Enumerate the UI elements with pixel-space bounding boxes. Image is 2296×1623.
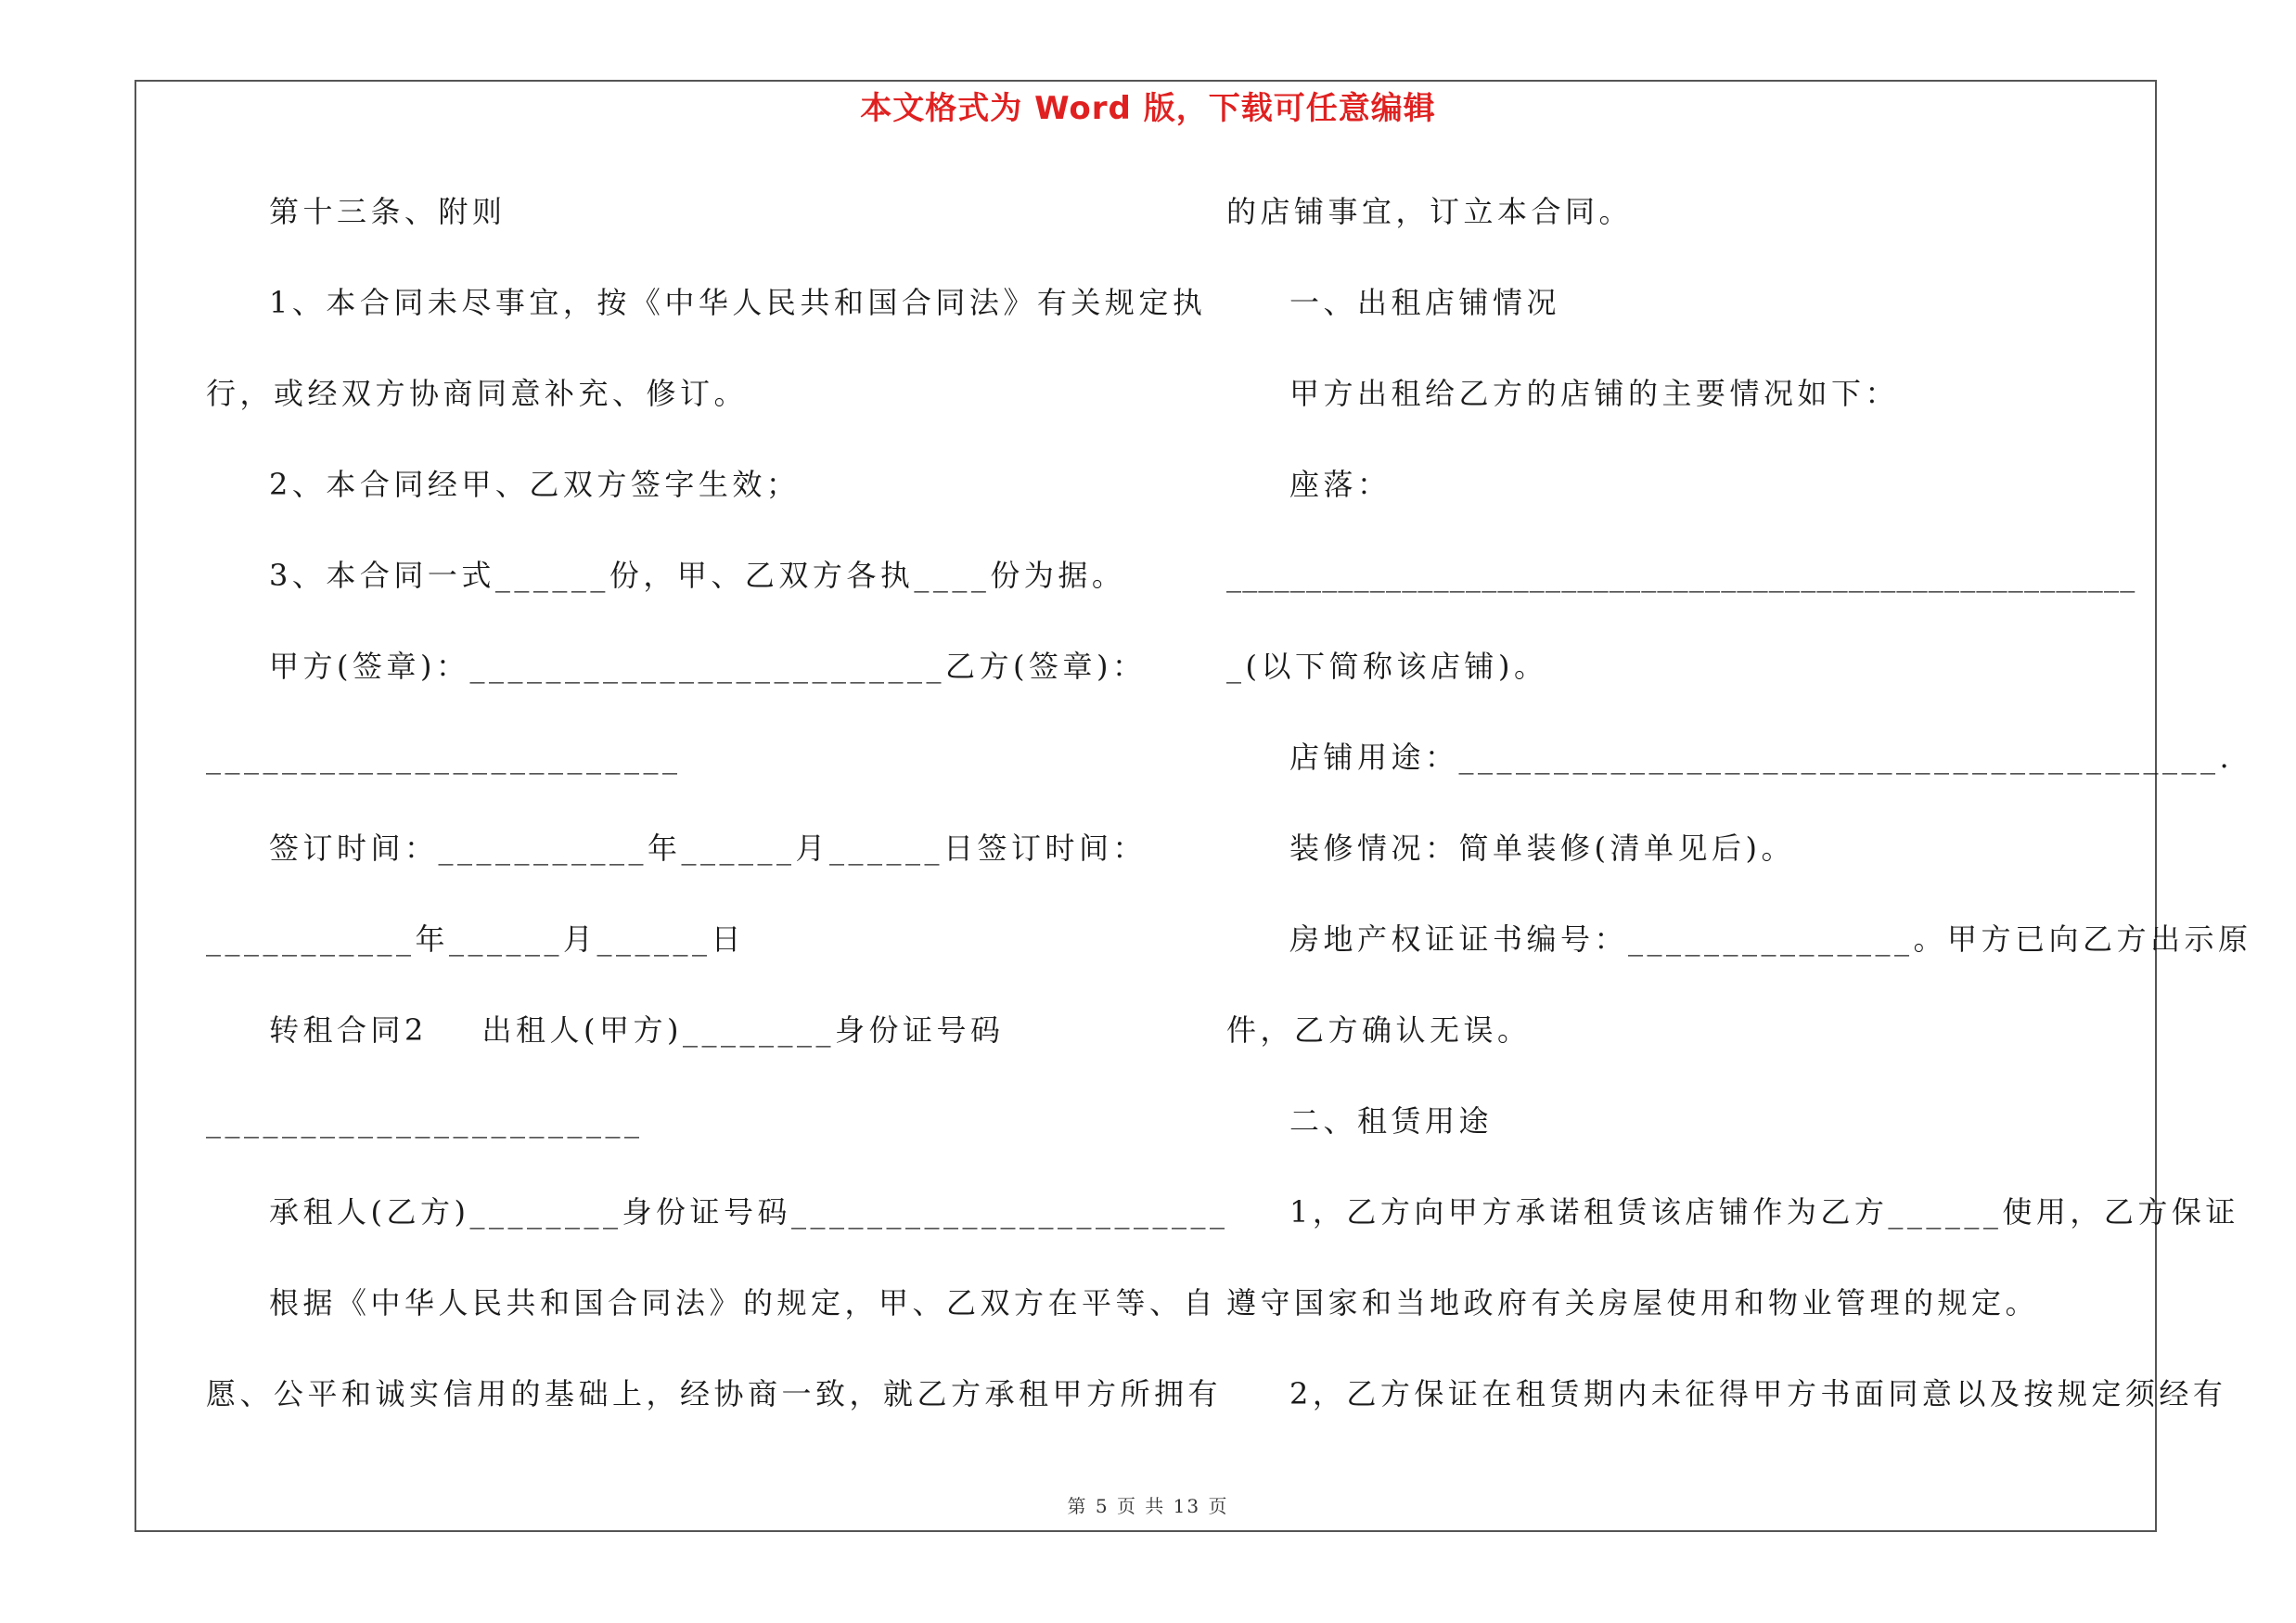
shop-alias: _(以下简称该店铺)。: [1226, 649, 1548, 684]
clause-3: 3、本合同一式______份，甲、乙双方各执____份为据。: [269, 558, 1126, 593]
shop-usage: 店铺用途：________________________________________.: [1289, 740, 2234, 775]
signing-date-line-2: ___________年______月______日: [206, 921, 746, 957]
usage-clause-1-line-2: 遵守国家和当地政府有关房屋使用和物业管理的规定。: [1226, 1285, 2040, 1320]
section-2-heading: 二、租赁用途: [1289, 1103, 1494, 1139]
signing-date-line-1: 签订时间：___________年______月______日签订时间：: [269, 831, 1148, 866]
section-1-heading: 一、出租店铺情况: [1289, 285, 1561, 320]
location-blank: _________________________________________________________: [1226, 558, 2136, 593]
clause-1-line-1: 1、本合同未尽事宜，按《中华人民共和国合同法》有关规定执: [269, 285, 1207, 320]
signature-line-1: 甲方(签章)：_________________________乙方(签章)：: [269, 649, 1147, 684]
clause-2: 2、本合同经甲、乙双方签字生效；: [269, 467, 801, 502]
property-certificate-line-2: 件，乙方确认无误。: [1226, 1012, 1532, 1048]
preamble-line-3: 的店铺事宜，订立本合同。: [1226, 194, 1634, 229]
usage-clause-2-line-1: 2，乙方保证在租赁期内未征得甲方书面同意以及按规定须经有: [1289, 1376, 2227, 1411]
footer-current-page: 5: [1095, 1495, 1110, 1517]
signature-line-2: _________________________: [206, 740, 682, 775]
footer-prefix: 第: [1067, 1495, 1088, 1517]
footer-total-pages: 13: [1173, 1495, 1201, 1517]
property-certificate-line-1: 房地产权证证书编号：_______________。甲方已向乙方出示原: [1289, 921, 2252, 957]
lessor-id-blank: _______________________: [206, 1103, 644, 1139]
footer-suffix: 页: [1208, 1495, 1229, 1517]
shop-overview: 甲方出租给乙方的店铺的主要情况如下：: [1289, 376, 1900, 411]
page-number-footer: [0, 1494, 2296, 1518]
decoration-status: 装修情况：简单装修(清单见后)。: [1289, 831, 1795, 866]
lessee-line: 承租人(乙方)________身份证号码_______________________: [269, 1194, 1229, 1230]
format-notice-banner: 本文格式为 Word 版，下载可任意编辑: [860, 90, 1436, 127]
location-label: 座落：: [1289, 467, 1392, 502]
preamble-line-2: 愿、公平和诚实信用的基础上，经协商一致，就乙方承租甲方所拥有: [206, 1376, 1223, 1411]
footer-middle: 页 共: [1116, 1495, 1166, 1517]
preamble-line-1: 根据《中华人民共和国合同法》的规定，甲、乙双方在平等、自: [269, 1285, 1218, 1320]
clause-1-line-2: 行，或经双方协商同意补充、修订。: [206, 376, 749, 411]
sublease-contract-2-heading: 转租合同2 出租人(甲方)________身份证号码: [269, 1012, 1005, 1048]
usage-clause-1-line-1: 1，乙方向甲方承诺租赁该店铺作为乙方______使用，乙方保证: [1289, 1194, 2239, 1230]
article-13-heading: 第十三条、附则: [269, 194, 507, 229]
